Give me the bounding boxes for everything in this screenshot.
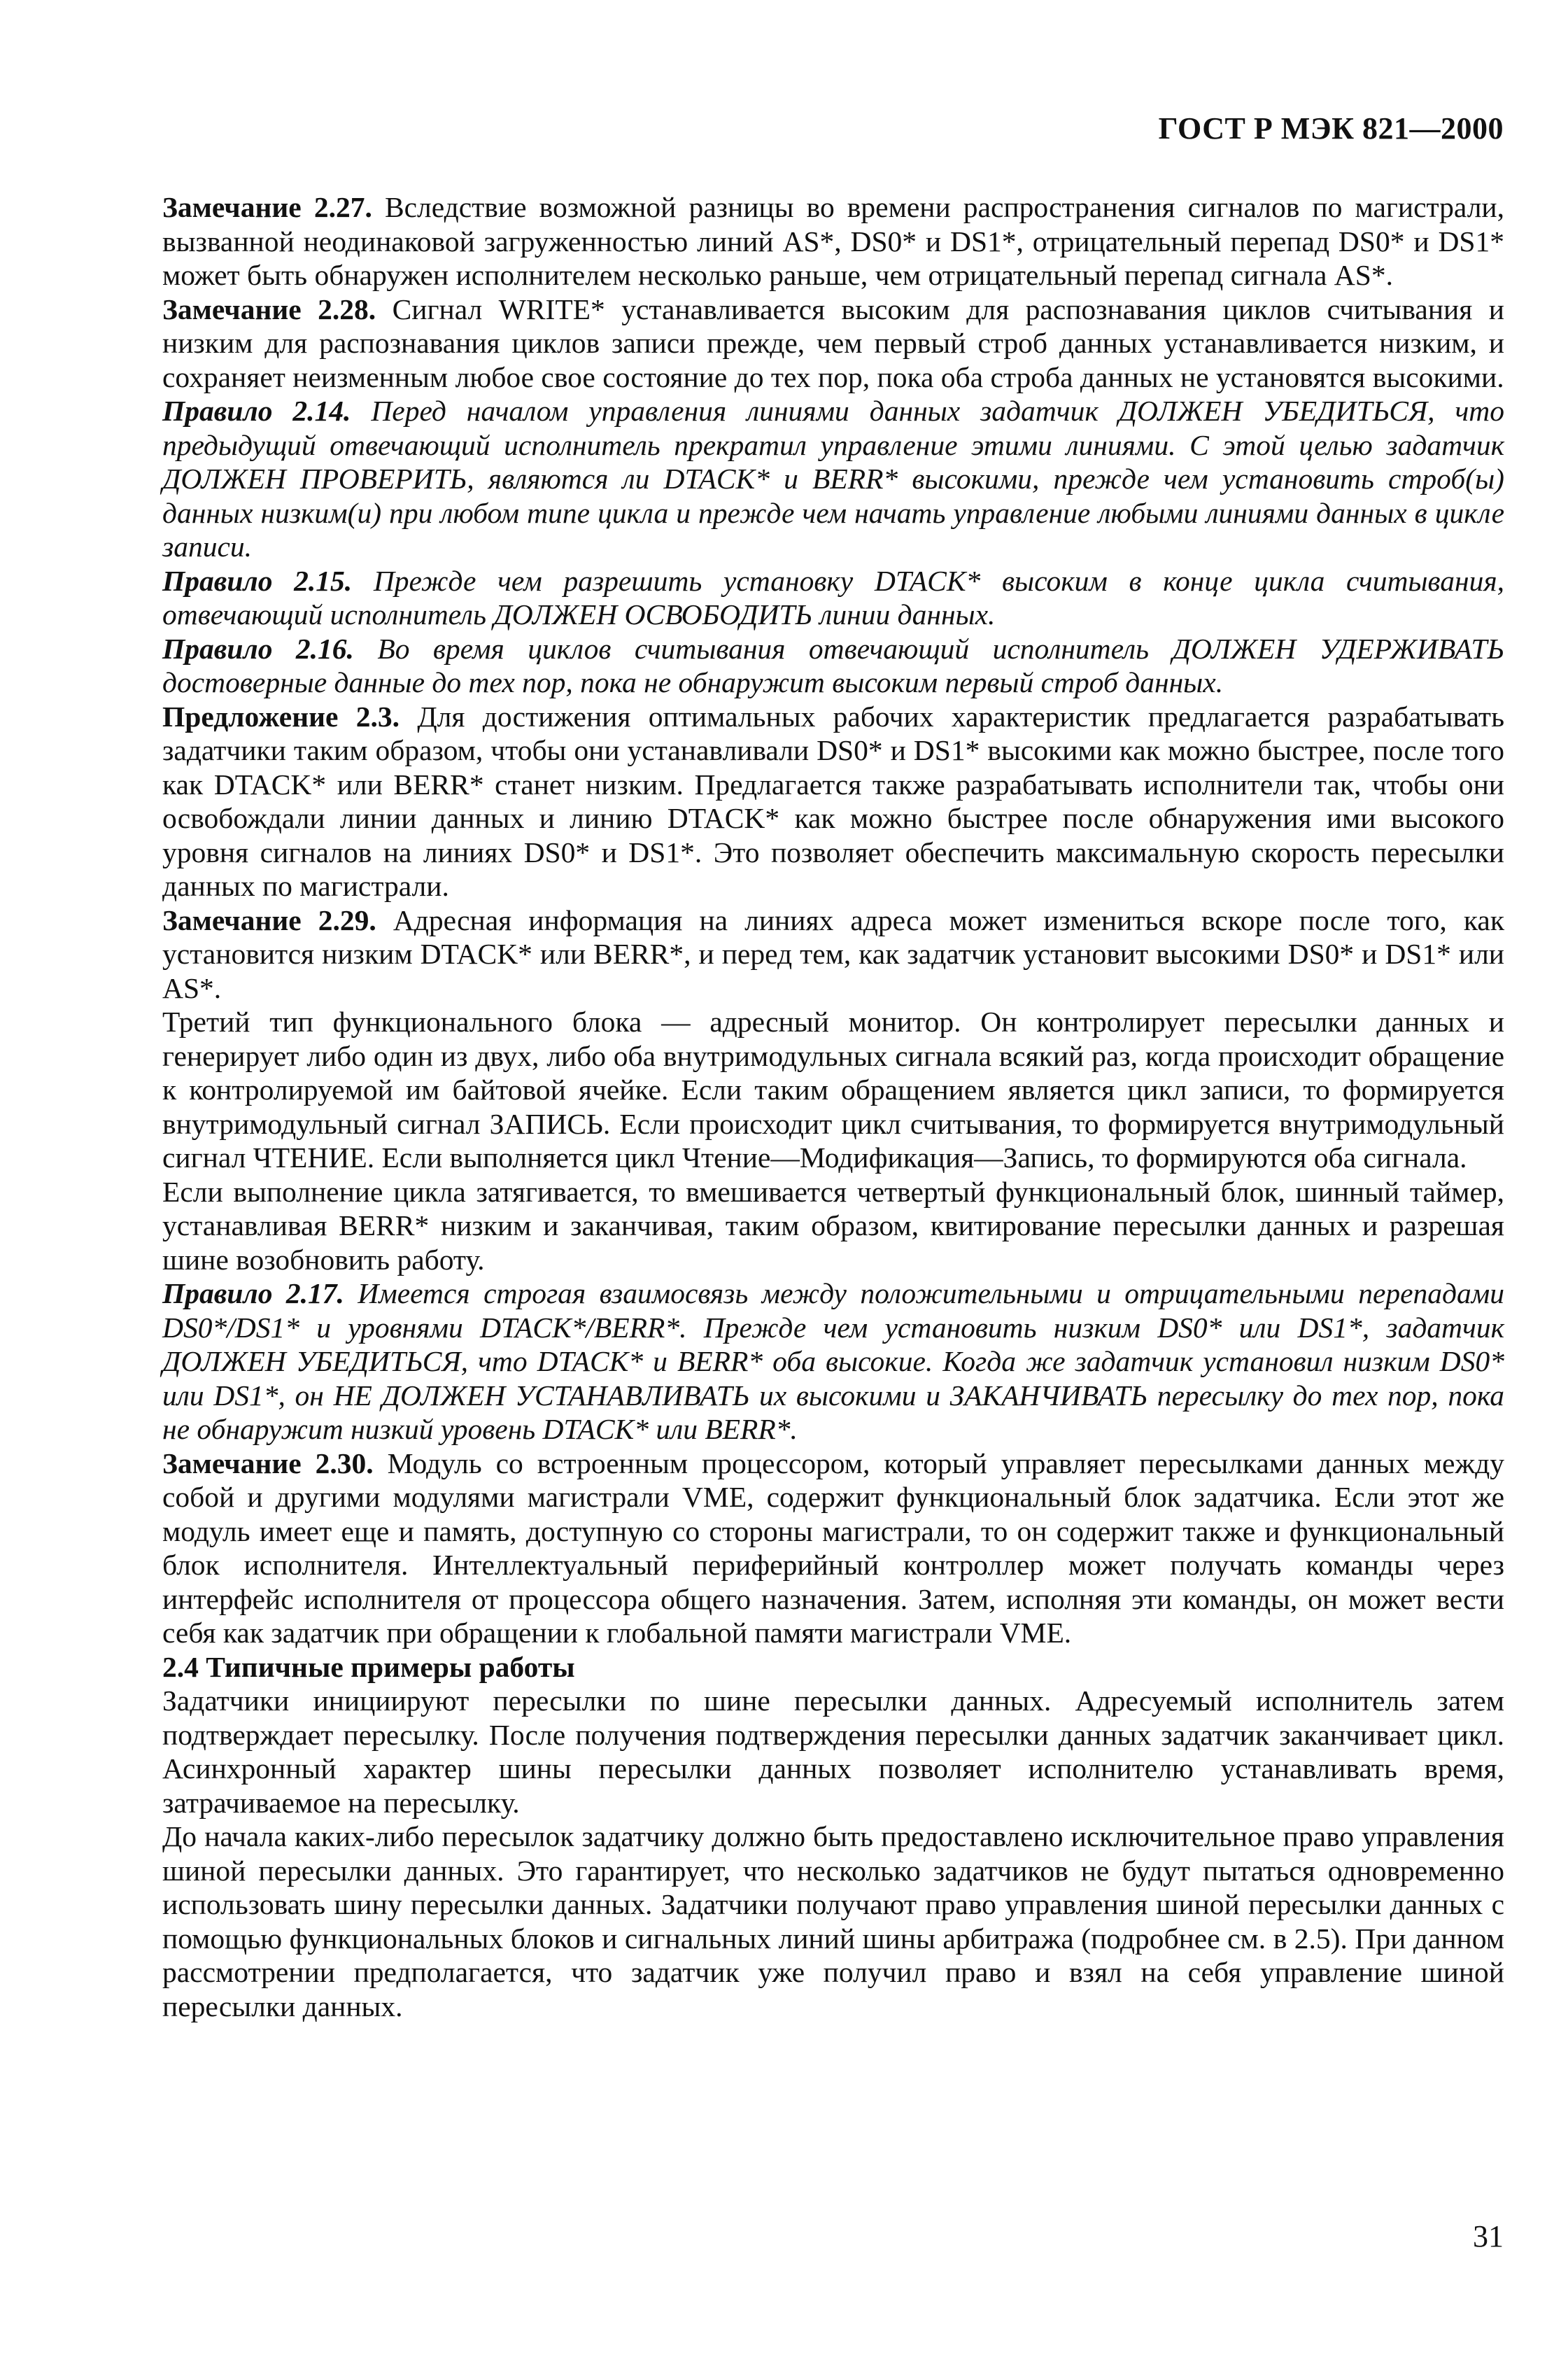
- paragraph-text: Перед началом управления линиями данных задатчик ДОЛЖЕН УБЕДИТЬСЯ, что предыдущий отвечающий исполнитель прекратил управление этими линиями. С этой целью задатчик ДОЛЖЕН ПРОВЕРИТЬ, являются ли DTACK* и BERR* высокими, прежде чем установить строб(ы) данных низким(и) при любом типе цикла и прежде чем начать управление любыми линиями данных в цикле записи.: [162, 395, 1505, 563]
- paragraph-label: Правило 2.14.: [162, 395, 351, 427]
- paragraph-text: Прежде чем разрешить установку DTACK* высоким в конце цикла считывания, отвечающий исполнитель ДОЛЖЕН ОСВОБОДИТЬ линии данных.: [162, 564, 1505, 631]
- section-paragraph-1: Задатчики инициируют пересылки по шине пересылки данных. Адресуемый исполнитель затем подтверждает пересылку. После получения подтверждения пересылки данных задатчик заканчивает цикл. Асинхронный характер шины пересылки данных позволяет исполнителю устанавливать время, затрачиваемое на пересылку.: [162, 1684, 1504, 1819]
- paragraph-text: Адресная информация на линиях адреса может измениться вскоре после того, как установится низким DTACK* или BERR*, и перед тем, как задатчик установит высокими DS0* и DS1* или AS*.: [162, 903, 1504, 1004]
- paragraph-text: Сигнал WRITE* устанавливается высоким для распознавания циклов считывания и низким для распознавания циклов записи прежде, чем первый строб данных устанавливается низким, и сохраняет неизменным любое свое состояние до тех пор, пока оба строба данных не установятся высокими.: [162, 293, 1505, 393]
- body-paragraph-address-monitor: [162, 1005, 1504, 1175]
- paragraph-label: Предложение 2.3.: [162, 700, 400, 733]
- note-2-30: [162, 1447, 1504, 1650]
- note-2-28: [162, 293, 1504, 395]
- body-paragraph-bus-timer: [162, 1175, 1504, 1277]
- paragraph-label: Правило 2.16.: [162, 632, 354, 665]
- section-paragraph-2: До начала каких-либо пересылок задатчику должно быть предоставлено исключительное право управления шиной пересылки данных. Это гарантирует, что несколько задатчиков не будут пытаться одновременно использовать шину пересылки данных. Задатчики получают право управления шиной пересылки данных с помощью функциональных блоков и сигнальных линий шины арбитража (подробнее см. в 2.5). При данном рассмотрении предполагается, что задатчик уже получил право и взял на себя управление шиной пересылки данных.: [162, 1820, 1504, 2022]
- paragraph-text: Модуль со встроенным процессором, который управляет пересылками данных между собой и другими модулями магистрали VME, содержит функциональный блок задатчика. Если этот же модуль имеет еще и память, доступную со стороны магистрали, то он содержит также и функциональный блок исполнителя. Интеллектуальный периферийный контроллер может получать команды через интерфейс исполнителя от процессора общего назначения. Затем, исполняя эти команды, он может вести себя как задатчик при обращении к глобальной памяти магистрали VME.: [162, 1447, 1504, 1649]
- paragraph-label: Замечание 2.29.: [162, 903, 376, 936]
- section-heading: 2.4 Типичные примеры работы: [162, 1650, 575, 1683]
- rule-2-15: [162, 564, 1504, 632]
- paragraph-text: Вследствие возможной разницы во времени распространения сигналов по магистрали, вызванной неодинаковой загруженностью линий AS*, DS0* и DS1*, отрицательный перепад DS0* и DS1* может быть обнаружен исполнителем несколько раньше, чем отрицательный перепад сигнала AS*.: [162, 191, 1504, 291]
- document-header: ГОСТ Р МЭК 821—2000: [1158, 111, 1504, 146]
- rule-2-14: [162, 394, 1504, 564]
- paragraph-text: Третий тип функционального блока — адресный монитор. Он контролирует пересылки данных и генерирует либо один из двух, либо оба внутримодульных сигнала всякий раз, когда происходит обращение к контролируемой им байтовой ячейке. Если таким обращением является цикл записи, то формируется внутримодульный сигнал ЗАПИСЬ. Если происходит цикл считывания, то формируется внутримодульный сигнал ЧТЕНИЕ. Если выполняется цикл Чтение—Модификация—Запись, то формируются оба сигнала.: [162, 1006, 1504, 1174]
- rule-2-16: [162, 632, 1504, 700]
- rule-2-17: [162, 1276, 1504, 1447]
- proposal-2-3: [162, 700, 1504, 903]
- paragraph-text: Если выполнение цикла затягивается, то вмешивается четвертый функциональный блок, шинный таймер, устанавливая BERR* низким и заканчивая, таким образом, квитирование пересылки данных и разрешая шине возобновить работу.: [162, 1175, 1504, 1276]
- paragraph-label: Замечание 2.30.: [162, 1447, 374, 1479]
- paragraph-label: Замечание 2.28.: [162, 293, 376, 325]
- paragraph-text: Имеется строгая взаимосвязь между положительными и отрицательными перепадами DS0*/DS1* и уровнями DTACK*/BERR*. Прежде чем установить низким DS0* или DS1*, задатчик ДОЛЖЕН УБЕДИТЬСЯ, что DTACK* и BERR* оба высокие. Когда же задатчик установил низким DS0* или DS1*, он НЕ ДОЛЖЕН УСТАНАВЛИВАТЬ их высокими и ЗАКАНЧИВАТЬ пересылку до тех пор, пока не обнаружит низкий уровень DTACK* или BERR*.: [162, 1277, 1505, 1445]
- page-number: 31: [1473, 2219, 1504, 2253]
- paragraph-label: Замечание 2.27.: [162, 191, 372, 223]
- paragraph-label: Правило 2.15.: [162, 564, 353, 597]
- paragraph-label: Правило 2.17.: [162, 1277, 344, 1309]
- note-2-29: [162, 903, 1504, 1006]
- paragraph-text: Для достижения оптимальных рабочих характеристик предлагается разрабатывать задатчики таким образом, чтобы они устанавливали DS0* и DS1* высокими как можно быстрее, после того как DTACK* или BERR* станет низким. Предлагается также разрабатывать исполнители так, чтобы они освобождали линии данных и линию DTACK* как можно быстрее после обнаружения ими высокого уровня сигналов на линиях DS0* и DS1*. Это позволяет обеспечить максимальную скорость пересылки данных по магистрали.: [162, 700, 1504, 902]
- page-body: [162, 190, 1504, 2023]
- paragraph-text: Во время циклов считывания отвечающий исполнитель ДОЛЖЕН УДЕРЖИВАТЬ достоверные данные до тех пор, пока не обнаружит высоким первый строб данных.: [162, 632, 1504, 698]
- note-2-27: [162, 190, 1504, 293]
